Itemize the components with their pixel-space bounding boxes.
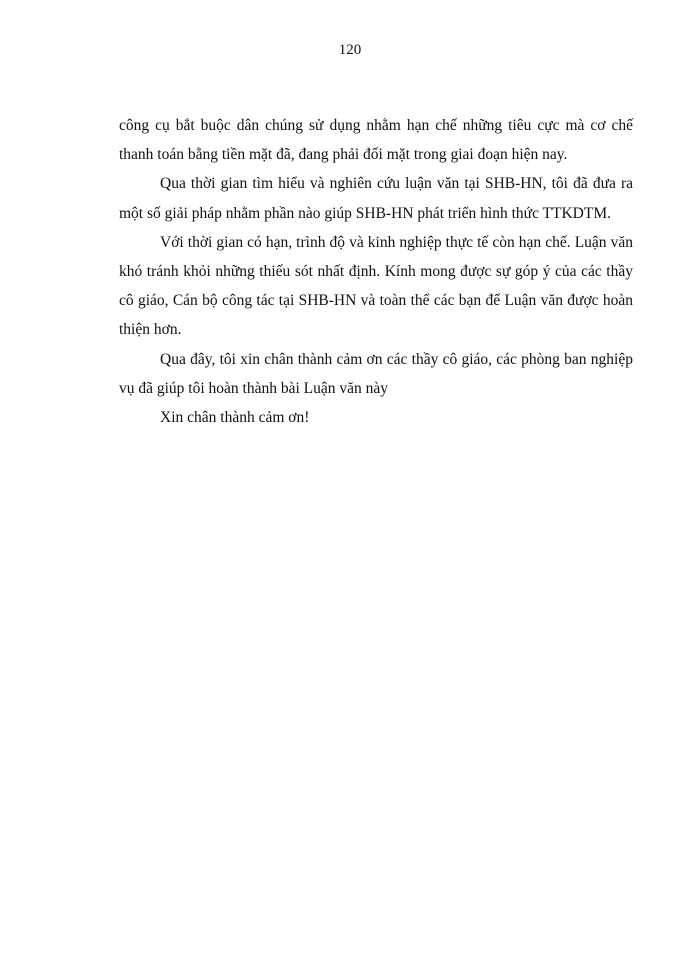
paragraph-research: Qua thời gian tìm hiểu và nghiên cứu luận văn tại SHB-HN, tôi đã đưa ra một số giải pháp nhằm phần nào giúp SHB-HN phát triển hình thức TTKDTM.	[119, 175, 633, 222]
paragraph-continuation: công cụ bắt buộc dân chúng sử dụng nhằm hạn chế những tiêu cực mà cơ chế thanh toán bằng tiền mặt đã, đang phải đối mặt trong giai đoạn hiện nay.	[119, 117, 633, 164]
closing-line: Xin chân thành cảm ơn!	[160, 409, 310, 427]
document-body	[119, 111, 633, 432]
paragraph-thanks: Qua đây, tôi xin chân thành cảm ơn các thầy cô giáo, các phòng ban nghiệp vụ đã giúp tôi hoàn thành bài Luận văn này	[119, 350, 633, 397]
paragraph-limitations: Với thời gian có hạn, trình độ và kinh nghiệp thực tế còn hạn chế. Luận văn khó tránh khỏi những thiếu sót nhất định. Kính mong được sự góp ý của các thầy cô giáo, Cán bộ công tác tại SHB-HN và toàn thể các bạn để Luận văn được hoàn thiện hơn.	[119, 233, 633, 339]
page-number: 120	[338, 42, 362, 58]
